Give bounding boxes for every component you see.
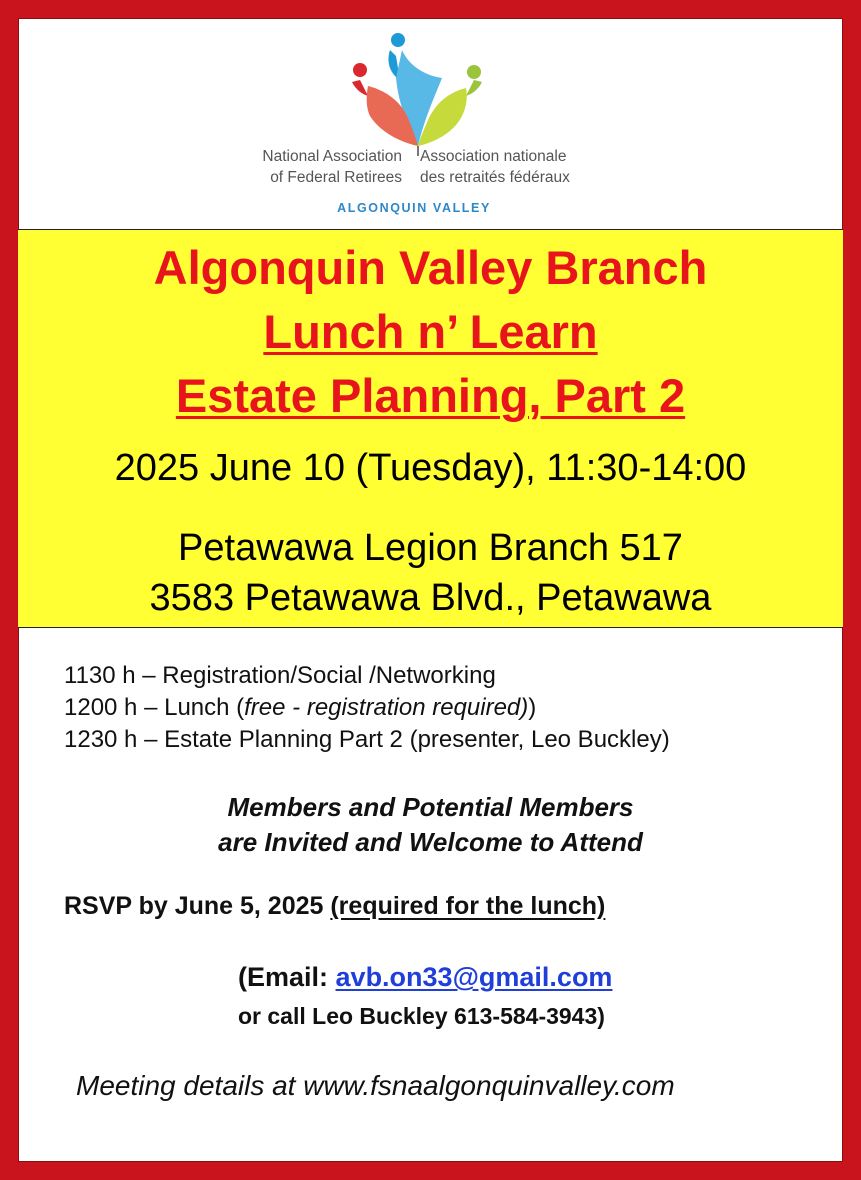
title-branch: Algonquin Valley Branch	[153, 241, 708, 294]
rsvp-deadline: RSVP by June 5, 2025 (required for the lunch)	[64, 892, 606, 920]
venue-name: Petawawa Legion Branch 517	[178, 527, 683, 569]
title-lunch-n-learn: Lunch n’ Learn	[263, 305, 598, 358]
invite-line-2: are Invited and Welcome to Attend	[218, 827, 643, 857]
contact-phone-line: or call Leo Buckley 613-584-3943)	[238, 1003, 605, 1029]
meeting-details-website: Meeting details at www.fsnaalgonquinvalley.com	[76, 1070, 675, 1101]
org-name-english: National Association of Federal Retirees	[262, 148, 402, 186]
title-topic: Estate Planning, Part 2	[175, 369, 686, 422]
schedule-item-presentation: 1230 h – Estate Planning Part 2 (presenter, Leo Buckley)	[64, 726, 670, 753]
maple-leaf-people-logo-icon	[338, 28, 498, 158]
invite-line-1: Members and Potential Members	[227, 792, 634, 822]
branch-tag: ALGONQUIN VALLEY	[337, 201, 491, 215]
contact-email-line: (Email: avb.on33@gmail.com	[238, 962, 613, 992]
schedule-item-lunch: 1200 h – Lunch (free - registration required))	[64, 694, 537, 721]
logo-header	[18, 18, 843, 230]
email-link[interactable]: avb.on33@gmail.com	[335, 962, 613, 992]
org-name-french: Association nationale des retraités fédéraux	[420, 148, 570, 186]
schedule-item-registration: 1130 h – Registration/Social /Networking	[64, 662, 496, 689]
schedule-list	[64, 660, 670, 756]
event-date-time: 2025 June 10 (Tuesday), 11:30-14:00	[114, 447, 747, 489]
event-banner	[18, 229, 843, 628]
venue-address: 3583 Petawawa Blvd., Petawawa	[149, 577, 712, 619]
